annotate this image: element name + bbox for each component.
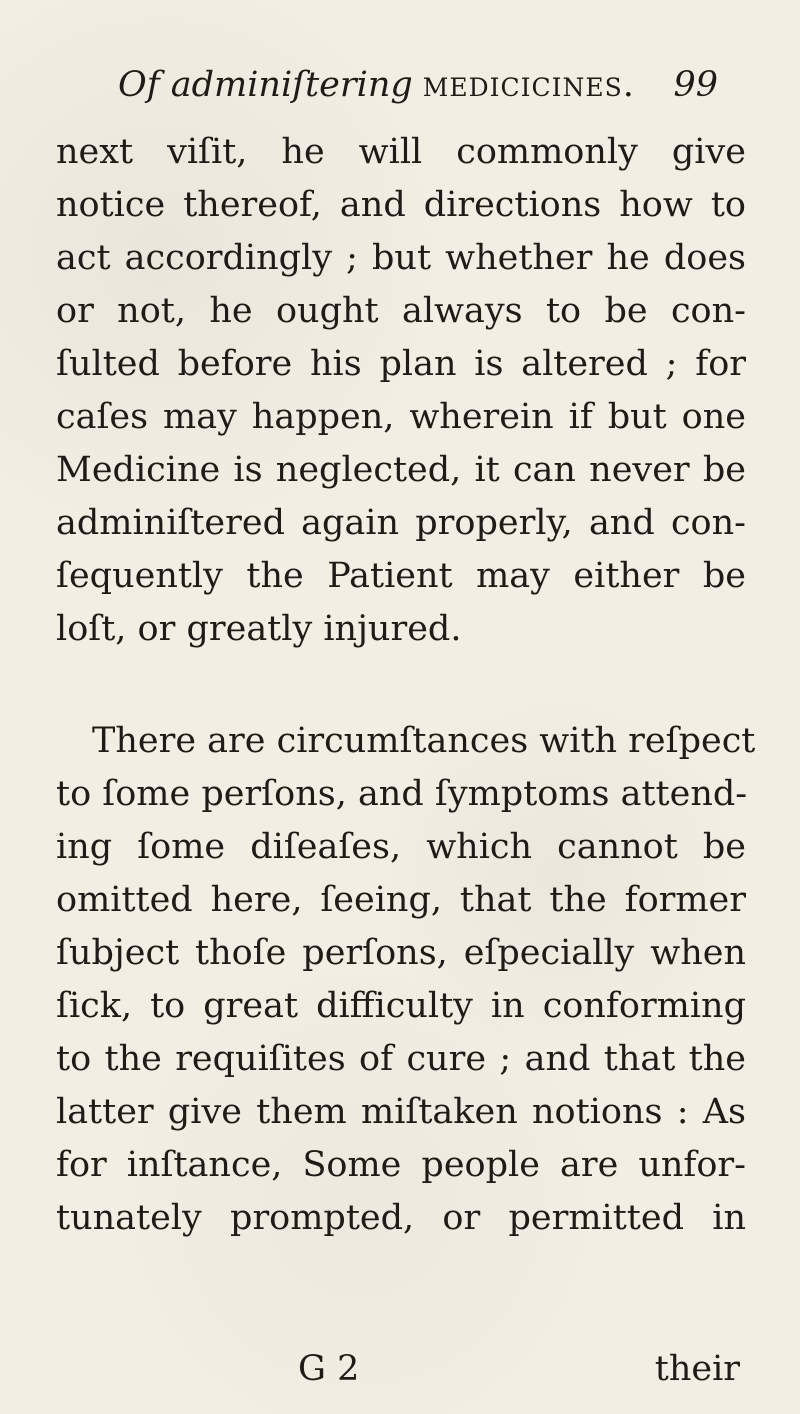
header-title-italic: Of adminiſtering bbox=[118, 65, 413, 105]
text-line: ing ſome diſeaſes, which cannot be bbox=[56, 827, 746, 867]
text-line: to the requiſites of cure ; and that the bbox=[56, 1039, 746, 1079]
text-line: loſt, or greatly injured. bbox=[56, 609, 462, 649]
text-line: omitted here, ſeeing, that the former bbox=[56, 880, 746, 920]
text-line: for inſtance, Some people are unfor- bbox=[56, 1145, 746, 1185]
running-header bbox=[118, 58, 718, 112]
body-text bbox=[56, 126, 756, 1245]
text-line: Medicine is neglected, it can never be bbox=[56, 450, 746, 490]
text-line: act accordingly ; but whether he does bbox=[56, 238, 746, 278]
text-line: next viſit, he will commonly give bbox=[56, 132, 746, 172]
text-line: ſequently the Patient may either be bbox=[56, 556, 746, 596]
catchword: their bbox=[654, 1349, 740, 1389]
paragraph-1 bbox=[56, 126, 746, 656]
page-number: 99 bbox=[673, 65, 718, 105]
page-footer bbox=[56, 1344, 746, 1394]
signature-mark: G 2 bbox=[298, 1349, 360, 1389]
text-line: or not, he ought always to be con- bbox=[56, 291, 746, 331]
paragraph-gap bbox=[56, 656, 746, 715]
text-line: to ſome perſons, and ſymptoms attend- bbox=[56, 774, 748, 814]
header-title-caps: medicicines. bbox=[422, 65, 635, 105]
text-line: tunately prompted, or permitted in bbox=[56, 1198, 746, 1238]
text-line: caſes may happen, wherein if but one bbox=[56, 397, 746, 437]
text-line: ſulted before his plan is altered ; for bbox=[56, 344, 746, 384]
text-line: ſick, to great difficulty in conforming bbox=[56, 986, 746, 1026]
paragraph-2 bbox=[56, 715, 756, 1245]
text-line: adminiſtered again properly, and con- bbox=[56, 503, 746, 543]
text-line: ſubject thoſe perſons, eſpecially when bbox=[56, 933, 746, 973]
text-line: latter give them miſtaken notions : As bbox=[56, 1092, 746, 1132]
text-line: There are circumſtances with reſpect bbox=[92, 721, 756, 761]
text-line: notice thereof, and directions how to bbox=[56, 185, 746, 225]
